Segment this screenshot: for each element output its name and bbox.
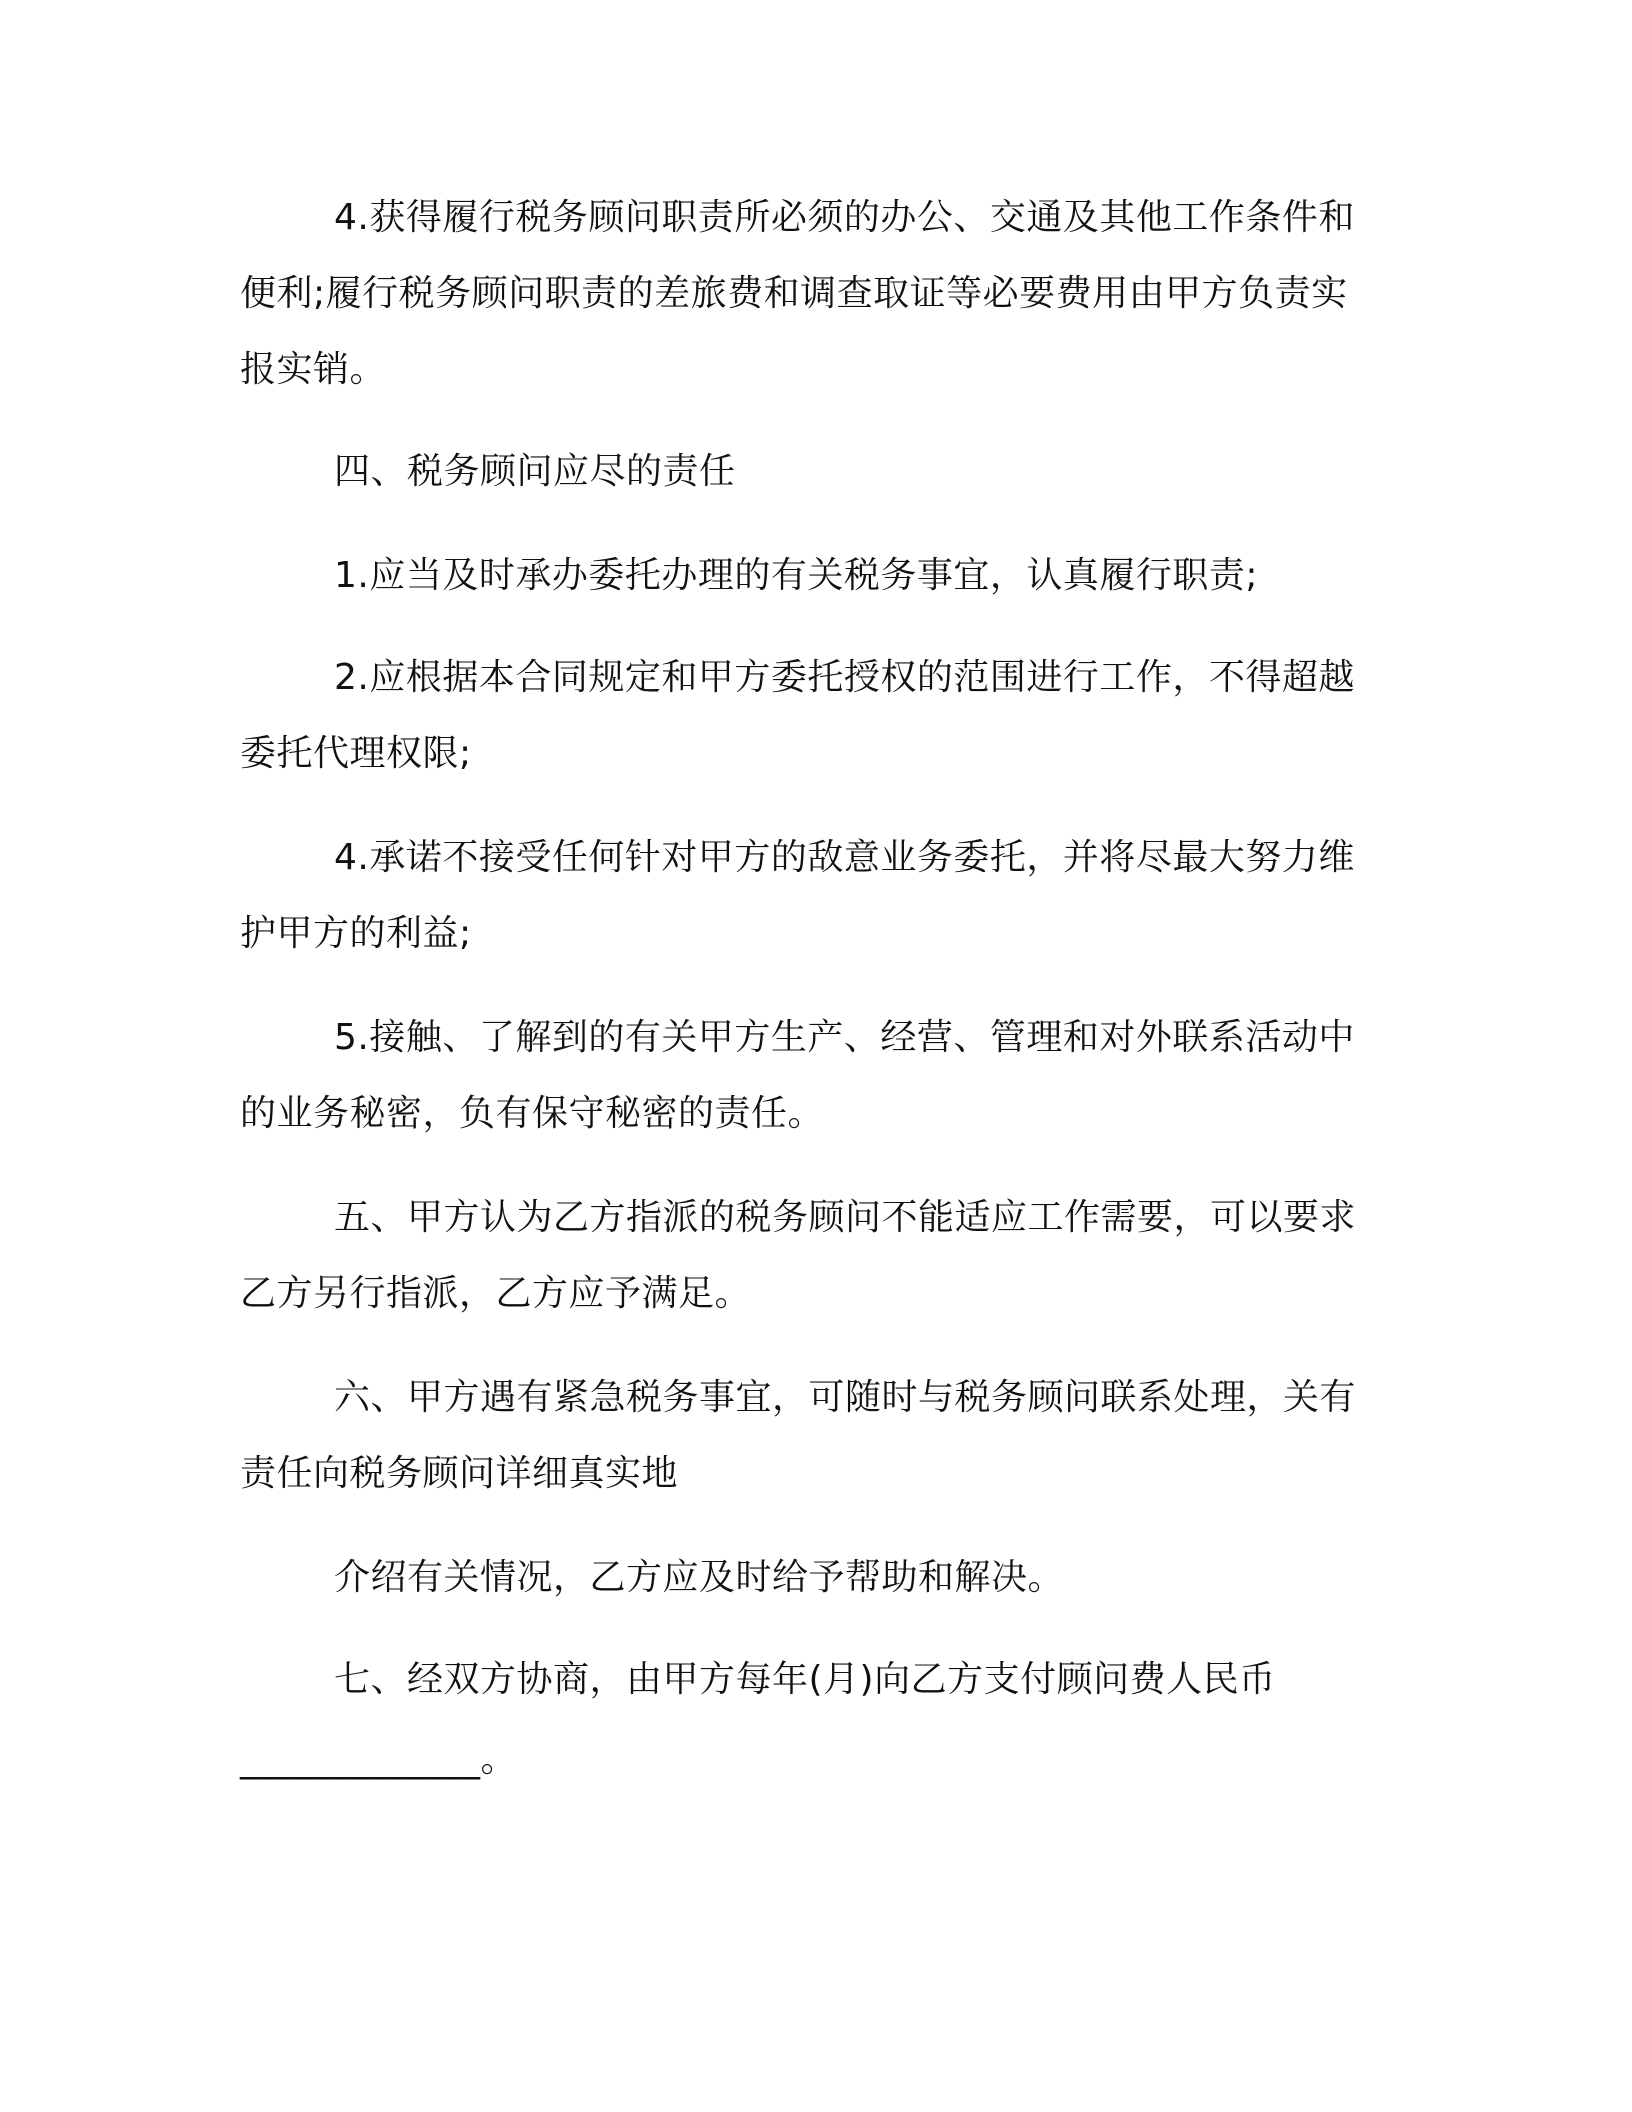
paragraph-line: 2.应根据本合同规定和甲方委托授权的范围进行工作，不得超越: [334, 657, 1355, 698]
paragraph-line: 报实销。: [240, 349, 387, 390]
paragraph-line: 六、甲方遇有紧急税务事宜，可随时与税务顾问联系处理，关有: [334, 1377, 1357, 1418]
paragraph-line: 4.获得履行税务顾问职责所必须的办公、交通及其他工作条件和: [334, 197, 1355, 238]
paragraph-line: 五、甲方认为乙方指派的税务顾问不能适应工作需要，可以要求: [334, 1197, 1357, 1238]
paragraph-line: 5.接触、了解到的有关甲方生产、经营、管理和对外联系活动中: [334, 1017, 1355, 1058]
paragraph-line: 委托代理权限;: [240, 733, 472, 774]
blank-amount-line: _____________。: [240, 1739, 517, 1780]
paragraph-line: 护甲方的利益;: [240, 913, 472, 954]
paragraph-line: 乙方另行指派，乙方应予满足。: [240, 1273, 752, 1314]
section-heading: 四、税务顾问应尽的责任: [334, 451, 736, 492]
paragraph-line: 七、经双方协商，由甲方每年(月)向乙方支付顾问费人民币: [334, 1659, 1276, 1700]
paragraph-line: 责任向税务顾问详细真实地: [240, 1453, 679, 1494]
paragraph-line: 介绍有关情况，乙方应及时给予帮助和解决。: [334, 1557, 1065, 1598]
paragraph-line: 便利;履行税务顾问职责的差旅费和调查取证等必要费用由甲方负责实: [240, 273, 1348, 314]
paragraph-line: 4.承诺不接受任何针对甲方的敌意业务委托，并将尽最大努力维: [334, 837, 1355, 878]
paragraph-line: 1.应当及时承办委托办理的有关税务事宜，认真履行职责;: [334, 555, 1258, 596]
paragraph-line: 的业务秘密，负有保守秘密的责任。: [240, 1093, 825, 1134]
